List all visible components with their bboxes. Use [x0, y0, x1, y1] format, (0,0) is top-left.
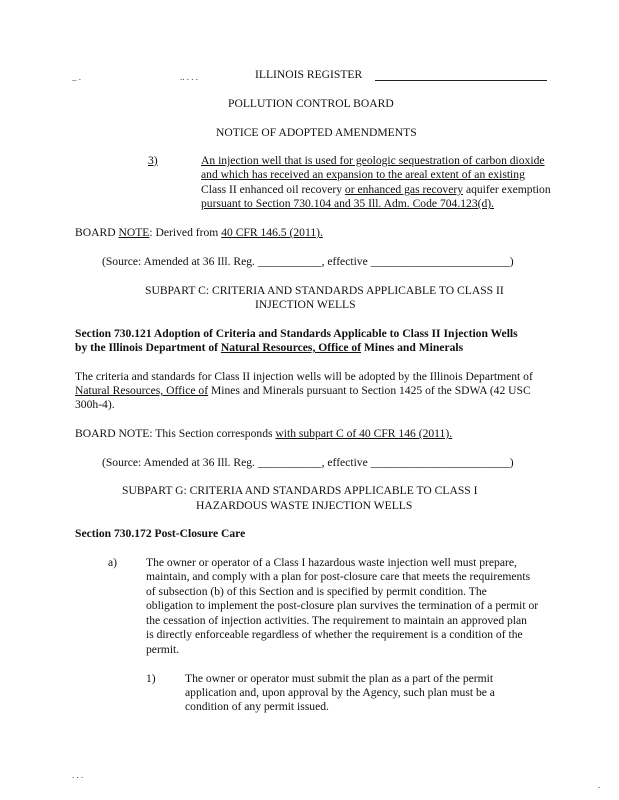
text-line [146, 628, 523, 642]
text-line [75, 341, 463, 355]
text-line [146, 570, 530, 584]
text-line [75, 327, 518, 341]
underlined-text: pursuant to Section 730.104 and 35 Ill. Adm. Code 704.123(d). [201, 197, 495, 210]
text-segment: HAZARDOUS WASTE INJECTION WELLS [196, 499, 413, 512]
notice-title: NOTICE OF ADOPTED AMENDMENTS [216, 126, 417, 139]
text-line [185, 672, 493, 686]
text-segment: Section 730.121 Adoption of Criteria and Standards Applicable to Class II Injection Wells [75, 327, 518, 340]
text-line [75, 527, 245, 541]
underlined-text: or enhanced gas recovery [344, 183, 464, 196]
text-segment: Section 730.172 Post-Closure Care [75, 527, 246, 540]
text-line [201, 183, 551, 197]
text-segment: application and, upon approval by the Agency, such plan must be a [185, 686, 495, 699]
text-line [145, 284, 504, 298]
text-segment: a) [108, 556, 118, 569]
underlined-text: and which has received [201, 168, 310, 181]
text-line [146, 585, 487, 599]
text-line [122, 484, 478, 498]
text-segment: condition of any permit issued. [185, 700, 329, 713]
text-line [196, 499, 412, 513]
text-segment: Mines and Minerals pursuant to Section 1425 of the SDWA (42 USC [208, 384, 531, 397]
text-line [201, 197, 494, 211]
text-line [185, 700, 329, 714]
underlined-text: an expansion to the areal extent of an existing [309, 168, 525, 181]
text-line [75, 398, 115, 412]
text-line [146, 643, 179, 657]
text-segment: Class II enhanced oil recovery [201, 183, 345, 196]
text-segment: of subsection (b) of this Section and is specified by permit condition. The [146, 585, 487, 598]
underlined-text: 3) [148, 154, 158, 167]
text-segment: 1) [146, 672, 156, 685]
text-segment: SUBPART C: CRITERIA AND STANDARDS APPLICABLE TO CLASS II [145, 284, 504, 297]
text-line [146, 672, 156, 686]
text-segment: BOARD [75, 226, 119, 239]
scan-artifact: . [598, 780, 601, 790]
text-line [148, 154, 158, 168]
register-title: ILLINOIS REGISTER [255, 68, 363, 81]
text-line [146, 614, 527, 628]
text-segment: (Source: Amended at 36 Ill. Reg. ___________, effective ________________________) [102, 255, 514, 268]
scan-artifact: _ . [72, 72, 81, 82]
header-rule [375, 80, 547, 81]
text-line [75, 384, 531, 398]
text-line [102, 456, 514, 470]
text-segment: The owner or operator of a Class I hazardous waste injection well must prepare, [146, 556, 517, 569]
text-segment: maintain, and comply with a plan for post-closure care that meets the requirements [146, 570, 531, 583]
text-line [201, 154, 545, 168]
underlined-text: An injection well that is used for geologic sequestration of carbon dioxide [201, 154, 545, 167]
text-segment: The owner or operator must submit the plan as a part of the permit [185, 672, 494, 685]
scan-artifact: .. . . . [180, 72, 198, 82]
text-segment: obligation to implement the post-closure plan survives the termination of a permit or [146, 599, 539, 612]
text-line [201, 168, 525, 182]
text-segment: (Source: Amended at 36 Ill. Reg. ___________, effective ________________________) [102, 456, 514, 469]
text-line [255, 298, 356, 312]
text-line [185, 686, 495, 700]
text-segment: The criteria and standards for Class II injection wells will be adopted by the Illinois Department of [75, 370, 533, 383]
scan-artifact: . . . [72, 770, 84, 780]
text-segment: SUBPART G: CRITERIA AND STANDARDS APPLICABLE TO CLASS I [122, 484, 478, 497]
text-segment: permit. [146, 643, 180, 656]
text-line [75, 226, 323, 240]
text-segment: by the Illinois Department of [75, 341, 221, 354]
text-segment: 300h-4). [75, 398, 115, 411]
text-segment: BOARD NOTE: This Section corresponds [75, 427, 276, 440]
underlined-text: NOTE [118, 226, 150, 239]
text-line [75, 370, 533, 384]
underlined-text: with subpart C of 40 CFR 146 (2011). [275, 427, 453, 440]
text-line [102, 255, 514, 269]
text-line [75, 427, 452, 441]
text-line [146, 556, 517, 570]
text-line [146, 599, 538, 613]
underlined-text: 40 CFR 146.5 (2011). [221, 226, 323, 239]
text-line [108, 556, 117, 570]
text-segment: Mines and Minerals [361, 341, 464, 354]
text-segment: is directly enforceable regardless of whether the requirement is a condition of the [146, 628, 523, 641]
text-segment: the cessation of injection activities. The requirement to maintain an approved plan [146, 614, 527, 627]
text-segment: aquifer exemption [463, 183, 551, 196]
underlined-text: Natural Resources, Office of [220, 341, 362, 354]
text-segment: INJECTION WELLS [255, 298, 356, 311]
agency-title: POLLUTION CONTROL BOARD [228, 97, 394, 110]
text-segment: : Derived from [149, 226, 222, 239]
underlined-text: Natural Resources, Office of [75, 384, 209, 397]
